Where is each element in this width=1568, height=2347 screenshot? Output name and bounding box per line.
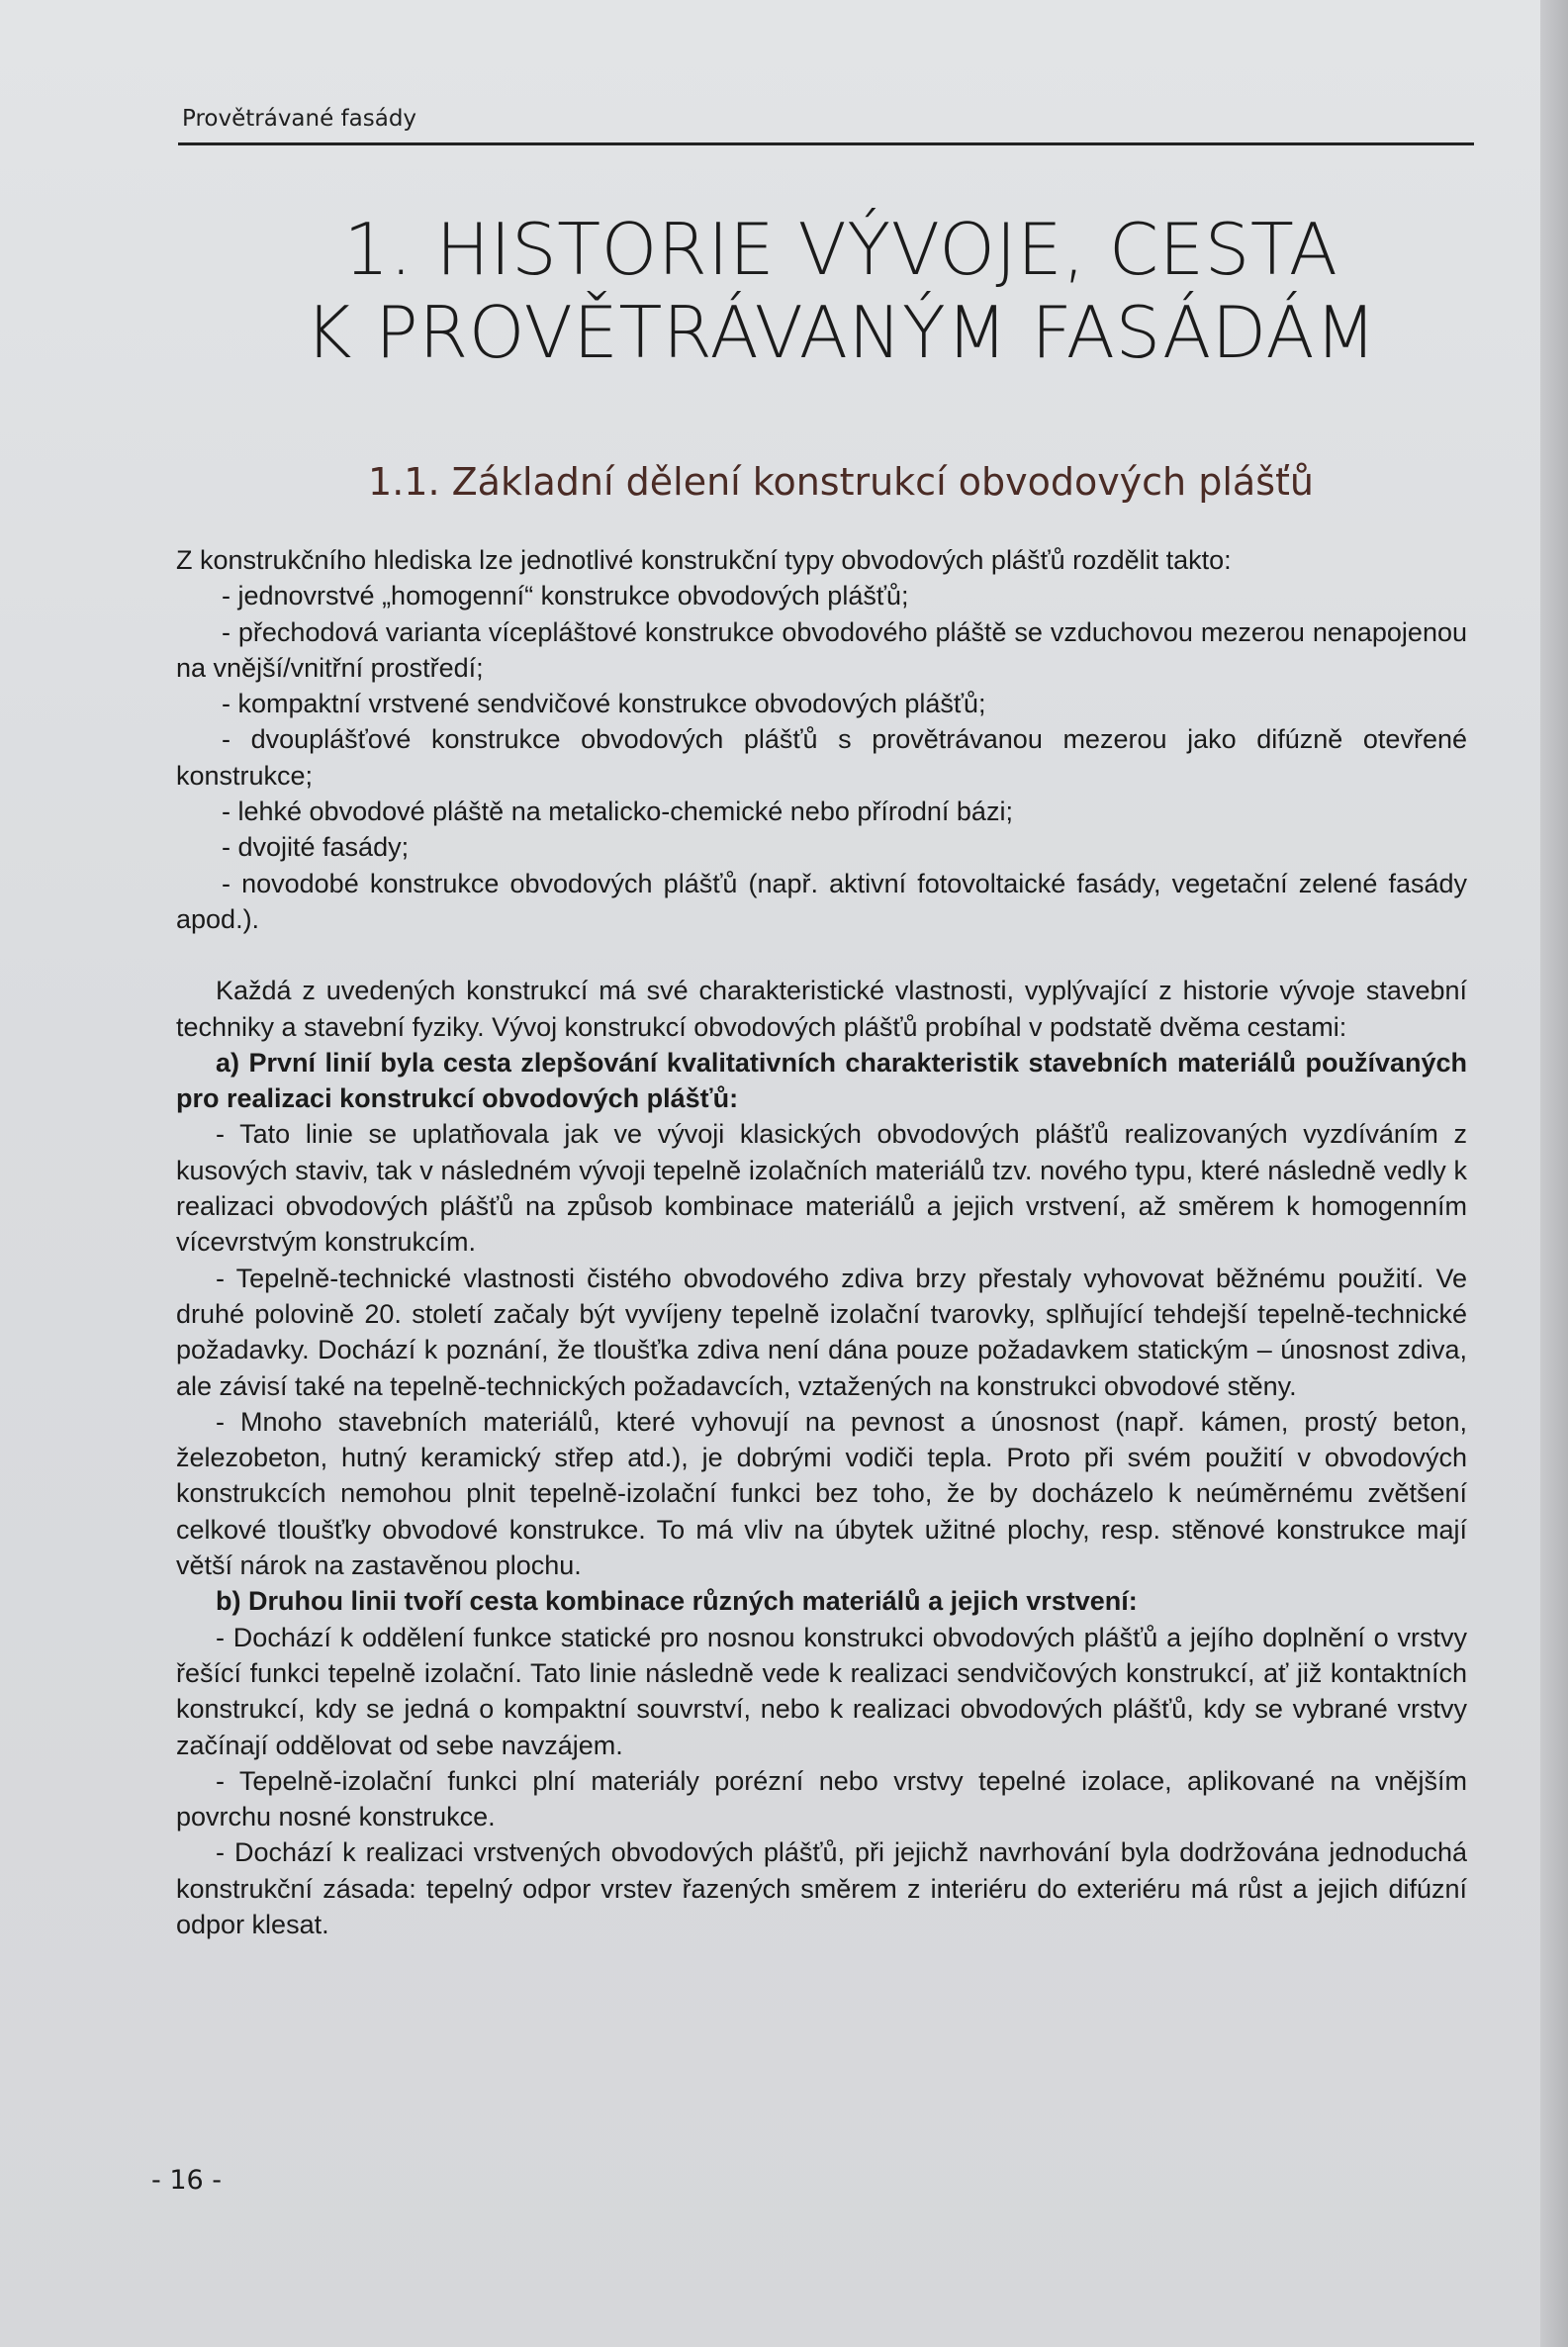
list-item: - novodobé konstrukce obvodových plášťů (např. aktivní fotovoltaické fasády, vegetační zelené fasády apod.). [176, 868, 1467, 934]
a-item: - Tato linie se uplatňovala jak ve vývoji klasických obvodových plášťů realizovaných vyzdíváním z kusových staviv, tak v následném vývoji tepelně izolačních materiálů tzv. nového typu, které následně vedly k realizaci obvodových plášťů na způsob kombinace materiálů a jejich vrstvení, až směrem k homogenním vícevrstvým konstrukcím. [176, 1119, 1467, 1258]
body-text [176, 542, 1467, 1942]
chapter-title-line-2: K PROVĚTRÁVANÝM FASÁDÁM [305, 291, 1377, 374]
b-item: - Tepelně-izolační funkci plní materiály porézní nebo vrstvy tepelné izolace, aplikované na vnějším povrchu nosné konstrukce. [176, 1765, 1467, 1832]
b-item: - Dochází k oddělení funkce statické pro nosnou konstrukci obvodových plášťů a jejího doplnění o vrstvy řešící funkci tepelně izolační. Tato linie následně vede k realizaci sendvičových konstrukcí, ať již kontaktních konstrukcí, kdy se jedná o kompaktní souvrství, nebo k realizaci obvodových plášťů, kdy se vybrané vrstvy začínají oddělovat od sebe navzájem. [176, 1622, 1467, 1760]
list-item: - lehké obvodové pláště na metalicko-chemické nebo přírodní bázi; [222, 797, 1013, 827]
heading-b: b) Druhou linii tvoří cesta kombinace různých materiálů a jejich vrstvení: [216, 1586, 1138, 1617]
chapter-title [178, 208, 1504, 374]
chapter-title-line-1: 1. HISTORIE VÝVOJE, CESTA [343, 208, 1338, 291]
list-item: - přechodová varianta vícepláštové konstrukce obvodového pláště se vzduchovou mezerou nenapojenou na vnější/vnitřní prostředí; [176, 616, 1467, 683]
intro-paragraph: Z konstrukčního hlediska lze jednotlivé konstrukční typy obvodových plášťů rozdělit takto: [176, 545, 1232, 575]
heading-a: a) První linií byla cesta zlepšování kvalitativních charakteristik stavebních materiálů používaných pro realizaci konstrukcí obvodových plášťů: [176, 1047, 1467, 1114]
a-item: - Mnoho stavebních materiálů, které vyhovují na pevnost a únosnost (např. kámen, prostý beton, železobeton, hutný keramický střep atd.), je dobrými vodiči tepla. Proto při svém použití v obvodových konstrukcích nemohou plnit tepelně-izolační funkci bez toho, že by docházelo k neúměrnému zvětšení celkové tloušťky obvodové konstrukce. To má vliv na úbytek užitné plochy, resp. stěnové konstrukce mají větší nárok na zastavěnou plochu. [176, 1406, 1467, 1581]
list-item: - dvojité fasády; [222, 832, 410, 863]
list-item: - kompaktní vrstvené sendvičové konstrukce obvodových plášťů; [222, 689, 986, 719]
b-item: - Dochází k realizaci vrstvených obvodových plášťů, při jejichž navrhování byla dodržována jednoduchá konstrukční zásada: tepelný odpor vrstev řazených směrem z interiéru do exteriéru má růst a jejich difúzní odpor klesat. [176, 1837, 1467, 1939]
list-item: - jednovrstvé „homogenní“ konstrukce obvodových plášťů; [222, 581, 909, 611]
a-item: - Tepelně-technické vlastnosti čistého obvodového zdiva brzy přestaly vyhovovat běžnému použití. Ve druhé polovině 20. století začaly být vyvíjeny tepelně izolační tvarovky, splňující tehdejší tepelně-technické požadavky. Dochází k poznání, že tloušťka zdiva není dána pouze požadavkem statickým – únosnost zdiva, ale závisí také na tepelně-technických požadavcích, vztažených na konstrukci obvodové stěny. [176, 1263, 1467, 1401]
header-rule [178, 142, 1474, 145]
page-edge-shadow [1540, 0, 1568, 2347]
paragraph: Každá z uvedených konstrukcí má své charakteristické vlastnosti, vyplývající z historie vývoje stavební techniky a stavební fyziky. Vývoj konstrukcí obvodových plášťů probíhal v podstatě dvěma cestami: [176, 976, 1467, 1042]
running-header: Provětrávané fasády [182, 106, 417, 132]
page-number: - 16 - [151, 2165, 223, 2196]
section-title: 1.1. Základní dělení konstrukcí obvodových plášťů [368, 460, 1314, 504]
list-item: - dvouplášťové konstrukce obvodových plášťů s provětrávanou mezerou jako difúzně otevřené konstrukce; [176, 724, 1467, 791]
